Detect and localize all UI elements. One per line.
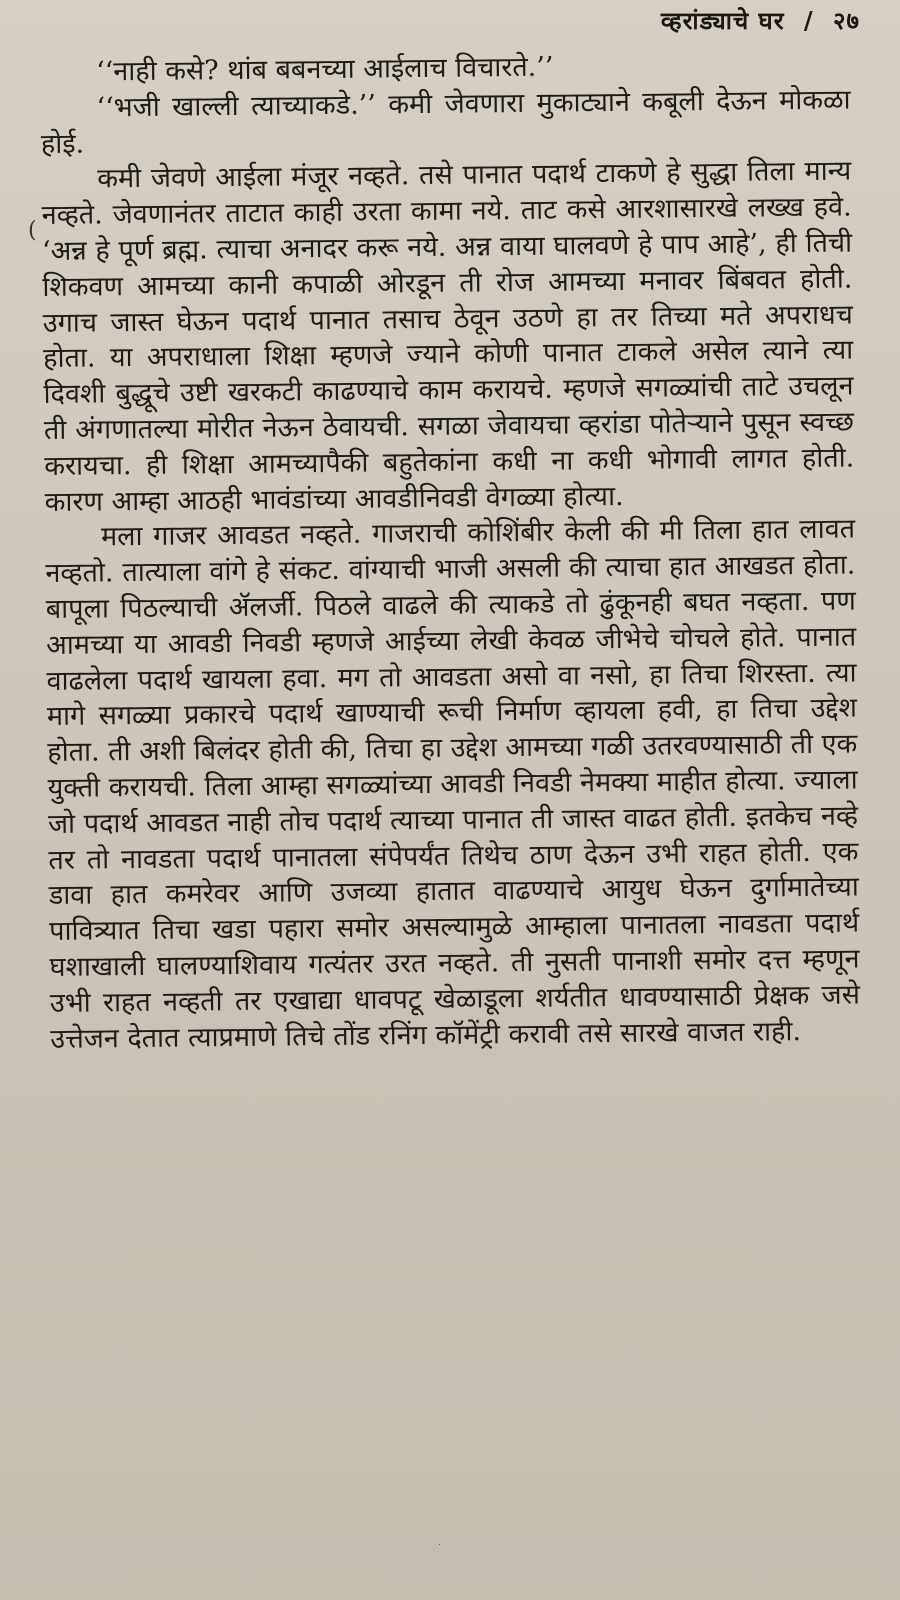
paragraph-food-preferences: मला गाजर आवडत नव्हते. गाजराची कोशिंबीर केली की मी तिला हात लावत नव्हतो. तात्याला वांगे हे संकट. वांग्याची भाजी असली की त्याचा हात आखडत होता. बापूला पिठल्याची ॲलर्जी. पिठले वाढले की त्याकडे तो ढुंकूनही बघत नव्हता. पण आमच्या या आवडी निवडी म्हणजे आईच्या लेखी केवळ जीभेचे चोचले होते. पानात वाढलेला पदार्थ खायला हवा. मग तो आवडता असो वा नसो, हा तिचा शिरस्ता. त्या मागे सगळ्या प्रकारचे पदार्थ खाण्याची रूची निर्माण व्हायला हवी, हा तिचा उद्देश होता. ती अशी बिलंदर होती की, तिचा हा उद्देश आमच्या गळी उतरवण्यासाठी ती एक युक्ती करायची. तिला आम्हा सगळ्यांच्या आवडी निवडी नेमक्या माहीत होत्या. ज्याला जो पदार्थ आवडत नाही तोच पदार्थ त्याच्या पानात ती जास्त वाढत होती. इतकेच नव्हे तर तो नावडता पदार्थ पानातला संपेपर्यंत तिथेच ठाण देऊन उभी राहत होती. एक डावा हात कमरेवर आणि उजव्या हातात वाढण्याचे आयुध घेऊन दुर्गामातेच्या पावित्र्यात तिचा खडा पहारा समोर असल्यामुळे आम्हाला पानातला नावडता पदार्थ घशाखाली घालण्याशिवाय गत्यंतर उरत नव्हते. ती नुसती पानाशी समोर दत्त म्हणून उभी राहत नव्हती तर एखाद्या धावपटू खेळाडूला शर्यतीत धावण्यासाठी प्रेक्षक जसे उत्तेजन देतात त्याप्रमाणे तिचे तोंड रनिंग कॉमेंट्री करावी तसे सारखे वाजत राही.: [45, 513, 861, 1055]
running-header-title: व्हरांड्याचे घर: [660, 6, 785, 35]
running-header-separator: /: [803, 6, 814, 35]
paper-speck: ·: [438, 1540, 442, 1551]
running-header: [661, 4, 860, 37]
paragraph-dialogue-2: ‘‘भजी खाल्ली त्याच्याकडे.’’ कमी जेवणारा मुकाट्याने कबूली देऊन मोकळा होई.: [40, 84, 851, 160]
page-number: २७: [833, 6, 860, 35]
paragraph-eating-rules: कमी जेवणे आईला मंजूर नव्हते. तसे पानात पदार्थ टाकणे हे सुद्धा तिला मान्य नव्हते. जेवणानंतर ताटात काही उरता कामा नये. ताट कसे आरशासारखे लख्ख हवे. ‘अन्न हे पूर्ण ब्रह्म. त्याचा अनादर करू नये. अन्न वाया घालवणे हे पाप आहे’, ही तिची शिकवण आमच्या कानी कपाळी ओरडून ती रोज आमच्या मनावर बिंबवत होती. उगाच जास्त घेऊन पदार्थ पानात तसाच ठेवून उठणे हा तर तिच्या मते अपराधच होता. या अपराधाला शिक्षा म्हणजे ज्याने कोणी पानात टाकले असेल त्याने त्या दिवशी बुद्धूचे उष्टी खरकटी काढण्याचे काम करायचे. म्हणजे सगळ्यांची ताटे उचलून ती अंगणातल्या मोरीत नेऊन ठेवायची. सगळा जेवायचा व्हरांडा पोतेऱ्याने पुसून स्वच्छ करायचा. ही शिक्षा आमच्यापैकी बहुतेकांना कधी ना कधी भोगावी लागत होती. कारण आम्हा आठही भावंडांच्या आवडीनिवडी वेगळ्या होत्या.: [41, 155, 855, 518]
pencil-margin-mark: (: [28, 218, 37, 243]
body-text: [40, 47, 860, 1058]
paragraph-dialogue-1: ‘‘नाही कसे? थांब बबनच्या आईलाच विचारते.’’: [96, 51, 554, 88]
